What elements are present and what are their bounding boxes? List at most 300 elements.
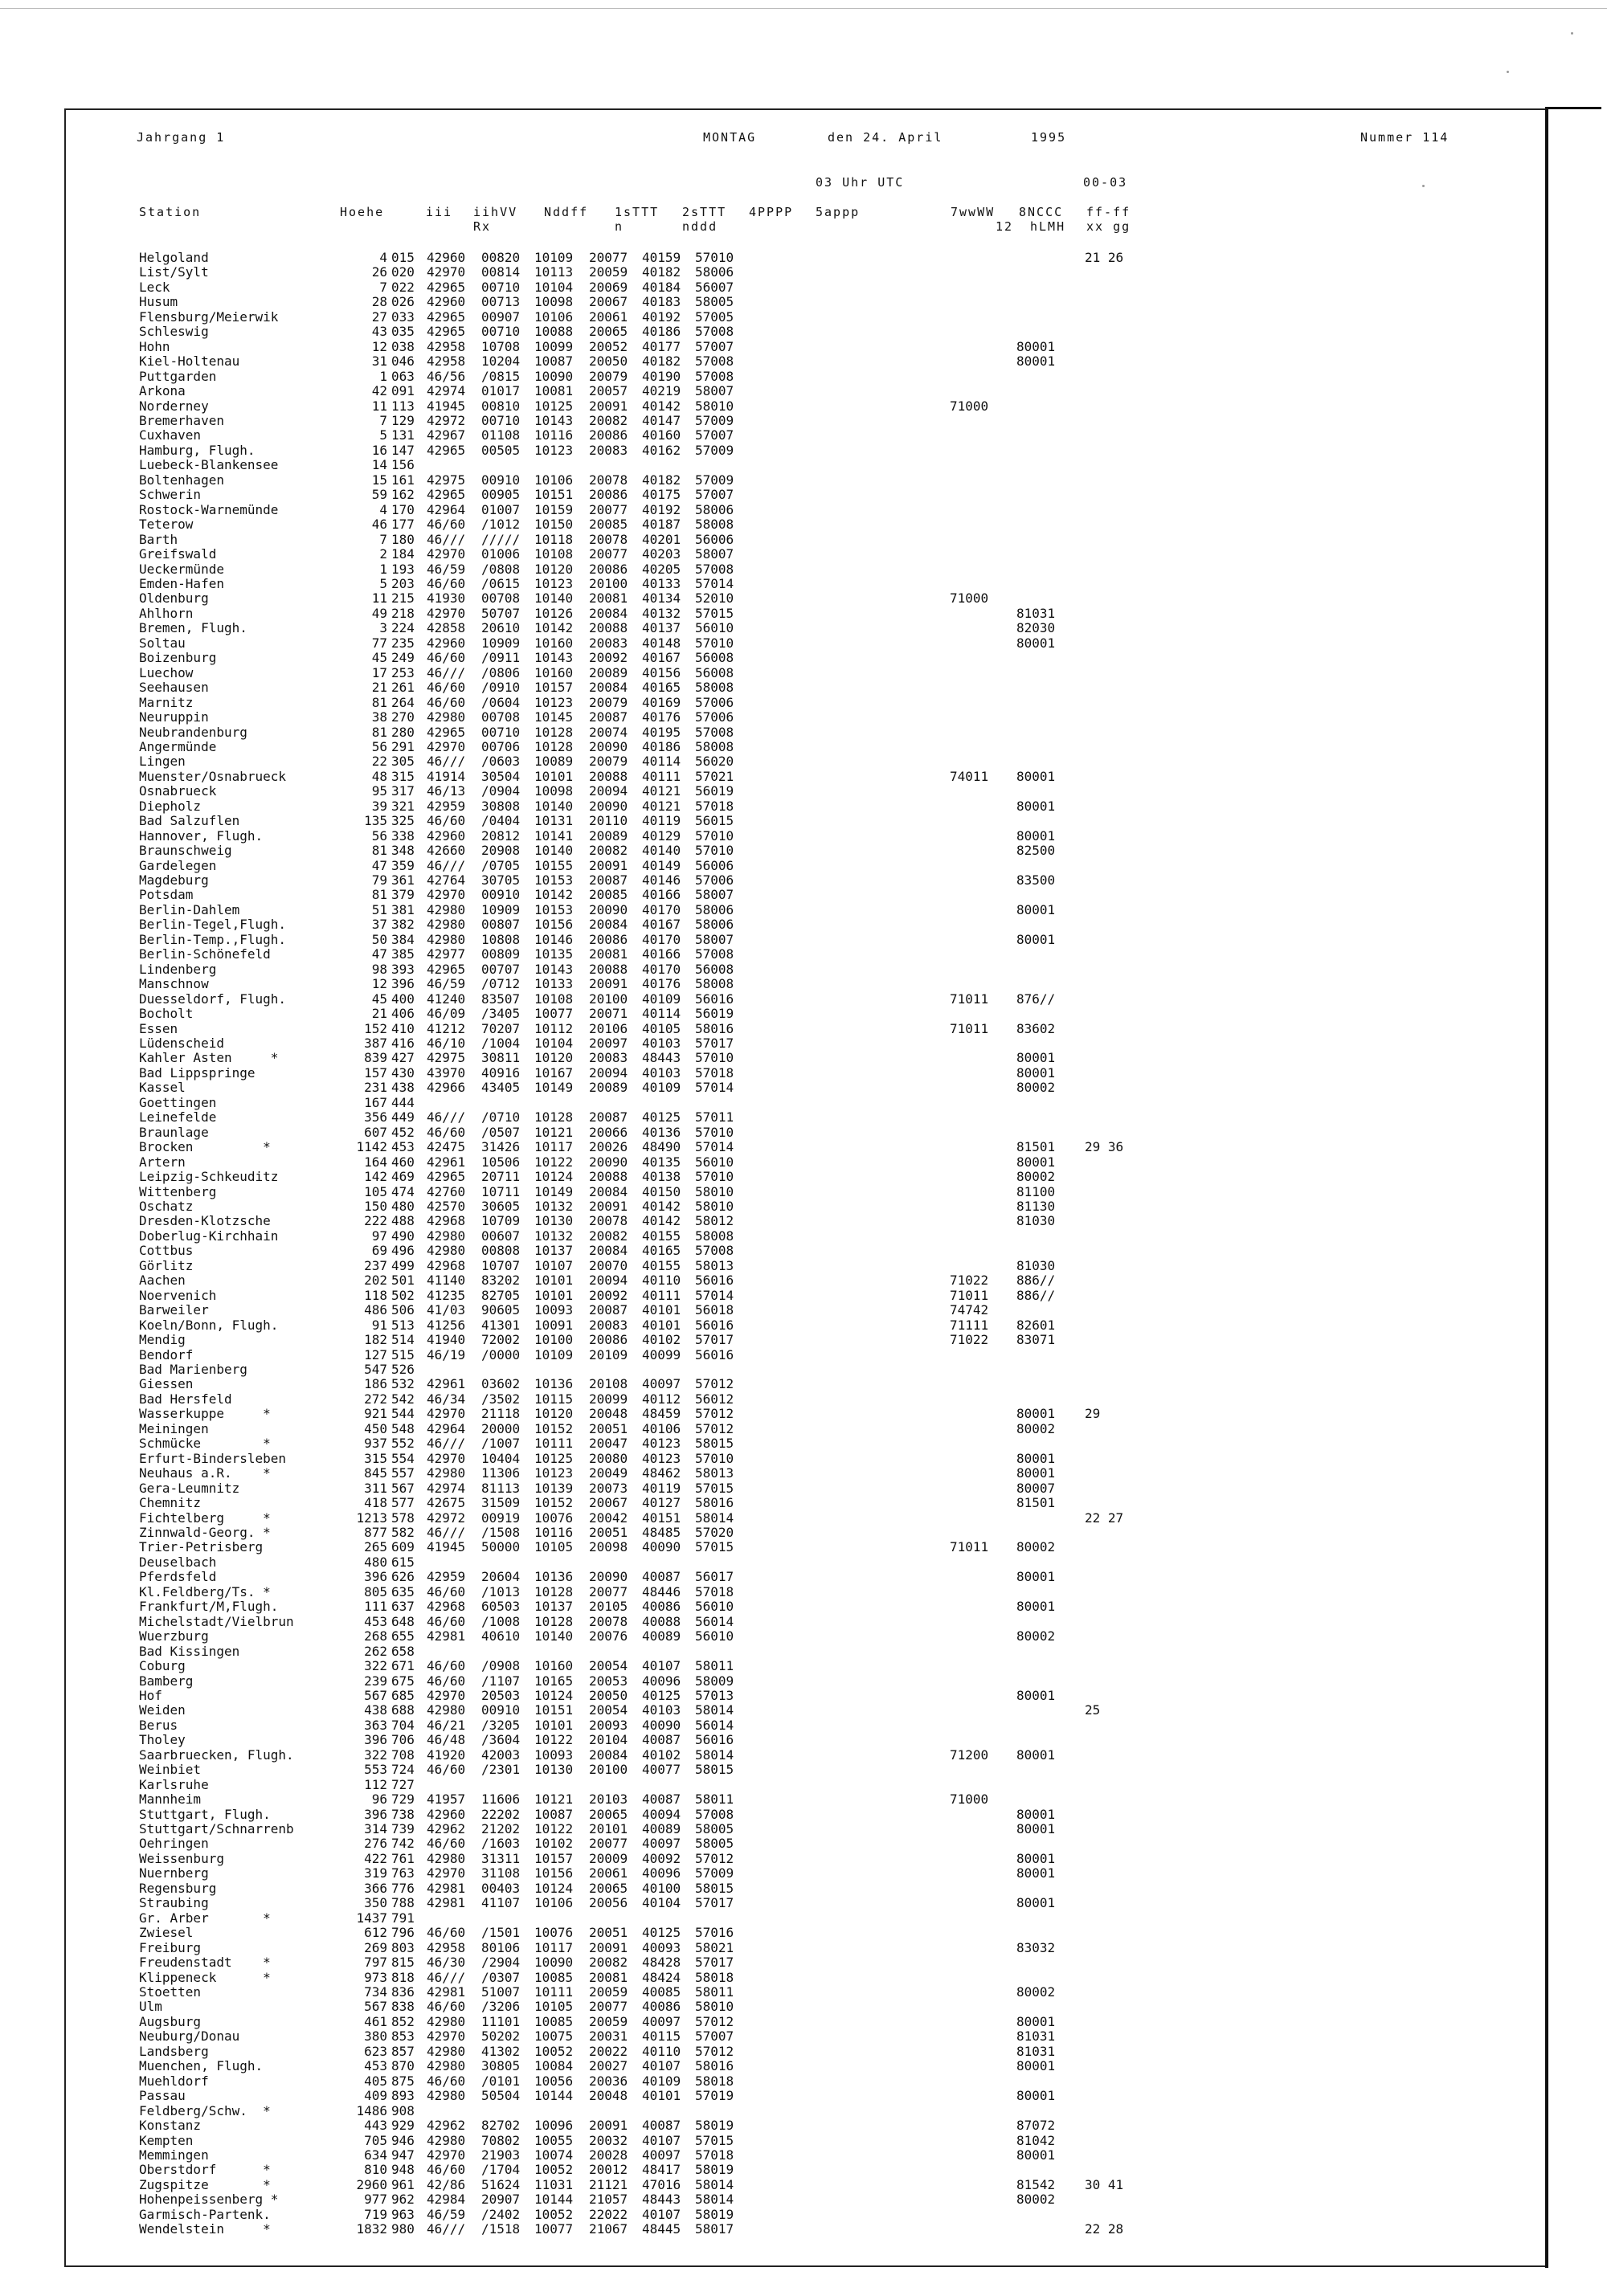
cell-ff: [1085, 2074, 1141, 2089]
cell-station: Luechow: [139, 665, 194, 680]
cell-hoehe: 12: [371, 339, 387, 354]
2sttt-column: [589, 251, 639, 2237]
cell-station: Magdeburg: [139, 873, 209, 889]
cell-w7: [950, 1866, 1000, 1881]
cell-t2: 20089: [589, 1081, 628, 1096]
cell-hoehe: 1486: [356, 2103, 387, 2118]
cell-p4: 48459: [642, 1407, 681, 1422]
cell-station: Kiel-Holtenau: [139, 354, 240, 370]
cell-w7: [950, 1985, 1000, 2000]
cell-nddff: 50000: [481, 1540, 521, 1555]
cell-hoehe: 734: [364, 1985, 387, 2000]
cell-hoehe: 453: [364, 1614, 387, 1629]
issue-number: Nummer 114: [1360, 130, 1450, 145]
col-header-ff: ff-ff: [1086, 205, 1131, 219]
cell-a5: 57006: [695, 695, 734, 710]
cell-iii: 763: [391, 1866, 415, 1881]
cell-nddff: 10404: [481, 1451, 521, 1466]
cell-iihvv: 42980: [427, 2089, 466, 2104]
cell-iii: 488: [391, 1214, 415, 1229]
cell-station: Neuburg/Donau: [139, 2029, 240, 2045]
cell-w7: [950, 888, 1000, 902]
cell-nddff: /0101: [481, 2073, 521, 2089]
cell-iii: 685: [391, 1688, 415, 1703]
cell-iihvv: 42764: [427, 873, 466, 889]
frame-corner-tick: [1545, 107, 1601, 109]
cell-n8: [1016, 370, 1066, 384]
cell-p4: 40203: [642, 547, 681, 562]
cell-station: Muenchen, Flugh.: [139, 2059, 264, 2074]
cell-t2: 20091: [589, 858, 628, 873]
cell-t2: 20083: [589, 443, 628, 458]
cell-t1: 10137: [534, 1244, 574, 1259]
cell-p4: 40109: [642, 991, 681, 1007]
cell-w7: 71111: [950, 1318, 989, 1333]
cell-ff: [1085, 473, 1141, 488]
cell-station: Nuernberg: [139, 1866, 209, 1881]
cell-iihvv: 42981: [427, 1881, 466, 1896]
cell-t1: 10108: [534, 991, 574, 1007]
cell-nddff: 20711: [481, 1170, 521, 1185]
cell-station: Zugspitze *: [139, 2177, 271, 2192]
cell-p4: 40107: [642, 2059, 681, 2074]
cell-ff: [1085, 1599, 1141, 1614]
cell-hoehe: 11: [371, 591, 387, 607]
cell-station: Helgoland: [139, 251, 209, 265]
cell-t1: 10105: [534, 1540, 574, 1555]
cell-ff: [1085, 1985, 1141, 2000]
cell-a5: 57009: [695, 413, 734, 428]
cell-ff: [1085, 1615, 1141, 1629]
cell-nddff: /0307: [481, 1970, 521, 1985]
cell-nddff: 30705: [481, 873, 521, 889]
cell-t1: 10115: [534, 1391, 574, 1407]
cell-a5: 58018: [695, 1970, 734, 1985]
cell-iii: 469: [391, 1170, 415, 1185]
cell-n8: [1016, 591, 1066, 606]
cell-station: Hof: [139, 1688, 162, 1703]
cell-ff: [1085, 2192, 1141, 2207]
cell-w7: [950, 666, 1000, 680]
cell-n8: 80002: [1016, 2192, 1056, 2208]
cell-nddff: [481, 1778, 531, 1792]
hoehe-column: [337, 251, 387, 2237]
cell-t2: 20083: [589, 635, 628, 651]
cell-ff: [1085, 1259, 1141, 1273]
cell-station: Teterow: [139, 517, 194, 533]
cell-t2: 20099: [589, 1391, 628, 1407]
cell-w7: [950, 1377, 1000, 1391]
cell-w7: [950, 1110, 1000, 1125]
cell-iihvv: 42961: [427, 1154, 466, 1170]
cell-ff: [1085, 1481, 1141, 1496]
cell-t2: 20104: [589, 1733, 628, 1748]
cell-nddff: /0815: [481, 369, 521, 384]
cell-iihvv: [427, 2104, 476, 2118]
cell-nddff: 41301: [481, 1318, 521, 1333]
cell-ff: [1085, 1896, 1141, 1910]
cell-ff: [1085, 488, 1141, 502]
cell-n8: [1016, 443, 1066, 458]
cell-nddff: 00810: [481, 398, 521, 414]
cell-station: Gr. Arber *: [139, 1910, 271, 1926]
cell-ff: [1085, 340, 1141, 354]
cell-a5: 58011: [695, 1792, 734, 1808]
cell-nddff: 21118: [481, 1407, 521, 1422]
cell-station: Boltenhagen: [139, 472, 224, 488]
cell-iii: 948: [391, 2163, 415, 2178]
cell-t2: 20086: [589, 428, 628, 443]
cell-ff: [1085, 325, 1141, 339]
cell-p4: 40097: [642, 2148, 681, 2163]
cell-ff: [1085, 917, 1141, 932]
cell-t2: 20031: [589, 2029, 628, 2045]
col-header-hoehe: Hoehe: [340, 205, 385, 219]
cell-w7: [950, 1081, 1000, 1095]
cell-a5: 58008: [695, 977, 734, 992]
cell-nddff: /0604: [481, 695, 521, 710]
cell-t2: 20090: [589, 902, 628, 917]
cell-w7: 71022: [950, 1273, 989, 1289]
cell-iii: 961: [391, 2177, 415, 2192]
cell-w7: [950, 1763, 1000, 1777]
cell-iihvv: 42958: [427, 354, 466, 370]
cell-t2: 20088: [589, 1170, 628, 1185]
cell-a5: 56019: [695, 784, 734, 799]
cell-ff: [1085, 1659, 1141, 1673]
cell-iii: 838: [391, 2000, 415, 2015]
cell-iii: 180: [391, 532, 415, 547]
cell-iii: 501: [391, 1273, 415, 1289]
cell-p4: [642, 1911, 692, 1926]
cell-t2: 20054: [589, 1659, 628, 1674]
cell-iihvv: 46///: [427, 1525, 466, 1540]
cell-a5: 57014: [695, 1081, 734, 1096]
cell-ff: [1085, 2059, 1141, 2073]
cell-a5: [695, 1555, 745, 1570]
cell-iihvv: 41914: [427, 769, 466, 784]
cell-nddff: 10808: [481, 932, 521, 947]
cell-ff: [1085, 1392, 1141, 1407]
cell-nddff: 20610: [481, 621, 521, 636]
cell-iii: 635: [391, 1584, 415, 1599]
cell-iihvv: 41256: [427, 1318, 466, 1333]
cell-station: Oschatz: [139, 1199, 194, 1214]
cell-hoehe: 839: [364, 1051, 387, 1066]
cell-iihvv: 46/60: [427, 1926, 466, 1941]
cell-hoehe: 363: [364, 1718, 387, 1733]
col-subheader-nddd: nddd: [682, 219, 718, 234]
cell-t1: 10087: [534, 1807, 574, 1822]
cell-n8: 80001: [1016, 1599, 1056, 1615]
cell-station: Berlin-Dahlem: [139, 902, 240, 917]
cell-w7: [950, 370, 1000, 384]
cell-t2: 20049: [589, 1466, 628, 1481]
cell-p4: 40167: [642, 917, 681, 933]
cell-w7: [950, 1615, 1000, 1629]
cell-ff: [1085, 1051, 1141, 1065]
cell-hoehe: 356: [364, 1110, 387, 1126]
cell-nddff: 20503: [481, 1688, 521, 1703]
cell-w7: [950, 962, 1000, 977]
cell-w7: [950, 1629, 1000, 1644]
cell-nddff: 30805: [481, 2059, 521, 2074]
cell-p4: [642, 458, 692, 472]
cell-w7: [950, 1585, 1000, 1599]
cell-nddff: /2301: [481, 1763, 521, 1778]
cell-t2: 20086: [589, 1333, 628, 1348]
cell-p4: 40156: [642, 665, 681, 680]
cell-w7: [950, 2015, 1000, 2029]
cell-hoehe: 150: [364, 1199, 387, 1214]
cell-hoehe: 15: [371, 472, 387, 488]
cell-nddff: 50707: [481, 606, 521, 621]
cell-t1: 10075: [534, 2029, 574, 2045]
cell-station: Potsdam: [139, 888, 194, 903]
cell-iii: 015: [391, 251, 415, 265]
cell-t1: 10143: [534, 651, 574, 666]
cell-t2: 20087: [589, 873, 628, 889]
cell-w7: [950, 1422, 1000, 1436]
cell-a5: 56016: [695, 1347, 734, 1362]
cell-iii: 658: [391, 1644, 415, 1659]
cell-n8: 81042: [1016, 2133, 1056, 2148]
cell-w7: [950, 1511, 1000, 1526]
cell-iii: 224: [391, 621, 415, 636]
cell-p4: 40123: [642, 1451, 681, 1466]
cell-t1: 10128: [534, 1614, 574, 1629]
cell-iii: 416: [391, 1036, 415, 1052]
cell-iihvv: 42760: [427, 1184, 466, 1199]
cell-iihvv: 41945: [427, 1540, 466, 1555]
cell-p4: 40107: [642, 1659, 681, 1674]
cell-a5: 57008: [695, 725, 734, 740]
cell-p4: 40102: [642, 1333, 681, 1348]
cell-n8: 81100: [1016, 1184, 1056, 1199]
cell-iii: 033: [391, 309, 415, 325]
cell-w7: 71022: [950, 1333, 989, 1348]
cell-t2: 20054: [589, 1703, 628, 1718]
cell-t2: 20082: [589, 1228, 628, 1244]
cell-ff: [1085, 607, 1141, 621]
cell-w7: [950, 1259, 1000, 1273]
cell-n8: [1016, 1659, 1066, 1673]
cell-station: Landsberg: [139, 2044, 209, 2059]
cell-nddff: 81113: [481, 1481, 521, 1496]
cell-ff: [1085, 844, 1141, 858]
cell-t2: 20106: [589, 1021, 628, 1036]
cell-nddff: 00607: [481, 1228, 521, 1244]
cell-a5: 57014: [695, 576, 734, 591]
cell-a5: 57010: [695, 1170, 734, 1185]
cell-hoehe: 91: [371, 1318, 387, 1333]
cell-n8: [1016, 666, 1066, 680]
cell-a5: 56010: [695, 1154, 734, 1170]
cell-w7: [950, 2192, 1000, 2207]
cell-a5: 57012: [695, 1407, 734, 1422]
cell-iihvv: 46/13: [427, 784, 466, 799]
cell-a5: 56010: [695, 1599, 734, 1615]
cell-t2: 20051: [589, 1926, 628, 1941]
cell-t1: 10157: [534, 1851, 574, 1866]
cell-station: Michelstadt/Vielbrun: [139, 1614, 294, 1629]
cell-w7: [950, 1496, 1000, 1510]
cell-hoehe: 315: [364, 1451, 387, 1466]
cell-iii: 980: [391, 2222, 415, 2237]
cell-hoehe: 28: [371, 295, 387, 310]
cell-p4: 40147: [642, 413, 681, 428]
cell-ff: 29: [1085, 1407, 1101, 1422]
cell-station: Bamberg: [139, 1673, 194, 1689]
cell-w7: [950, 1348, 1000, 1362]
cell-station: Regensburg: [139, 1881, 217, 1896]
cell-t1: 10137: [534, 1599, 574, 1615]
cell-iii: 249: [391, 651, 415, 666]
cell-a5: 58015: [695, 1763, 734, 1778]
cell-iii: 444: [391, 1095, 415, 1110]
cell-t1: 10128: [534, 725, 574, 740]
cell-ff: 30 41: [1085, 2177, 1124, 2192]
cell-w7: [950, 1644, 1000, 1659]
cell-n8: [1016, 1526, 1066, 1540]
cell-iii: 554: [391, 1451, 415, 1466]
cell-iii: 962: [391, 2192, 415, 2208]
cell-ff: [1085, 1199, 1141, 1214]
cell-hoehe: 7: [379, 280, 387, 295]
cell-t2: 20094: [589, 1273, 628, 1289]
cell-n8: [1016, 1036, 1066, 1051]
cell-n8: 886//: [1016, 1288, 1056, 1303]
cell-nddff: 40610: [481, 1629, 521, 1644]
cell-a5: 58006: [695, 265, 734, 280]
cell-iihvv: 42981: [427, 1629, 466, 1644]
cell-station: Bendorf: [139, 1347, 194, 1362]
cell-hoehe: 387: [364, 1036, 387, 1052]
cell-iii: 129: [391, 413, 415, 428]
cell-iii: 729: [391, 1792, 415, 1808]
cell-iihvv: 42974: [427, 384, 466, 399]
cell-station: Oberstdorf *: [139, 2163, 271, 2178]
cell-hoehe: 1437: [356, 1910, 387, 1926]
cell-p4: 40111: [642, 769, 681, 784]
cell-t1: 10113: [534, 265, 574, 280]
cell-p4: 40115: [642, 2029, 681, 2045]
cell-station: Leinefelde: [139, 1110, 217, 1126]
cell-w7: [950, 1466, 1000, 1481]
cell-nddff: /1508: [481, 1525, 521, 1540]
cell-iii: 626: [391, 1570, 415, 1585]
cell-p4: 48417: [642, 2163, 681, 2178]
cell-iihvv: 46/60: [427, 814, 466, 829]
cell-iii: 235: [391, 635, 415, 651]
cell-station: Görlitz: [139, 1258, 194, 1273]
cell-iihvv: 42980: [427, 1466, 466, 1481]
cell-nddff: 41302: [481, 2044, 521, 2059]
cell-t2: 20065: [589, 1807, 628, 1822]
cell-p4: 40087: [642, 1733, 681, 1748]
cell-n8: [1016, 1303, 1066, 1318]
cell-t2: 20067: [589, 1496, 628, 1511]
cell-a5: 57009: [695, 472, 734, 488]
cell-nddff: /3502: [481, 1391, 521, 1407]
cell-t1: 10124: [534, 1881, 574, 1896]
cell-station: Lingen: [139, 754, 186, 770]
cell-hoehe: 16: [371, 443, 387, 458]
cell-hoehe: 42: [371, 384, 387, 399]
cell-t1: 10132: [534, 1199, 574, 1214]
cell-ff: [1085, 310, 1141, 325]
cell-t2: 20076: [589, 1629, 628, 1644]
cell-iii: 739: [391, 1822, 415, 1837]
cell-station: Dresden-Klotzsche: [139, 1214, 271, 1229]
cell-t2: 20084: [589, 1244, 628, 1259]
cell-n8: 81030: [1016, 1258, 1056, 1273]
cell-w7: [950, 2029, 1000, 2044]
cell-n8: 80001: [1016, 1051, 1056, 1066]
cell-iii: 637: [391, 1599, 415, 1615]
cell-ff: [1085, 503, 1141, 517]
cell-p4: 40136: [642, 1125, 681, 1140]
cell-w7: [950, 1436, 1000, 1451]
cell-hoehe: 81: [371, 844, 387, 859]
cell-t2: 20087: [589, 710, 628, 725]
cell-hoehe: 547: [364, 1362, 387, 1377]
cell-t1: 10101: [534, 1273, 574, 1289]
cell-iii: 947: [391, 2148, 415, 2163]
cell-hoehe: 797: [364, 1955, 387, 1971]
cell-station: Ahlhorn: [139, 606, 194, 621]
cell-ff: [1085, 280, 1141, 295]
cell-w7: [950, 1526, 1000, 1540]
cell-hoehe: 634: [364, 2148, 387, 2163]
cell-p4: 40190: [642, 369, 681, 384]
cell-t1: 10160: [534, 635, 574, 651]
cell-w7: [950, 1362, 1000, 1377]
cell-iihvv: 42975: [427, 472, 466, 488]
cell-ff: [1085, 1126, 1141, 1140]
cell-t1: 10109: [534, 251, 574, 265]
cell-iihvv: 46/60: [427, 2163, 466, 2178]
cell-iihvv: 42/86: [427, 2177, 466, 2192]
cell-station: Erfurt-Bindersleben: [139, 1451, 287, 1466]
iihvv-column: [427, 251, 476, 2237]
cell-station: Aachen: [139, 1273, 186, 1289]
cell-iihvv: 42959: [427, 799, 466, 814]
cell-p4: 40127: [642, 1496, 681, 1511]
cell-p4: 40133: [642, 576, 681, 591]
cell-hoehe: 222: [364, 1214, 387, 1229]
cell-hoehe: 418: [364, 1496, 387, 1511]
cell-iii: 552: [391, 1436, 415, 1452]
cell-iihvv: [427, 1555, 476, 1570]
cell-a5: 57017: [695, 1955, 734, 1971]
cell-nddff: 00710: [481, 280, 521, 295]
cell-t2: [589, 1096, 639, 1110]
cell-hoehe: 567: [364, 1688, 387, 1703]
cell-p4: 40090: [642, 1718, 681, 1733]
cell-a5: 58010: [695, 1184, 734, 1199]
cell-station: Stuttgart/Schnarrenb: [139, 1822, 294, 1837]
cell-iii: 675: [391, 1673, 415, 1689]
cell-a5: 58016: [695, 2059, 734, 2074]
cell-iii: 818: [391, 1970, 415, 1985]
cell-nddff: [481, 1644, 531, 1659]
cell-hoehe: 45: [371, 651, 387, 666]
cell-t2: 20088: [589, 621, 628, 636]
cell-n8: 80001: [1016, 1451, 1056, 1466]
cell-t1: 10156: [534, 1866, 574, 1881]
cell-t1: 10128: [534, 1584, 574, 1599]
